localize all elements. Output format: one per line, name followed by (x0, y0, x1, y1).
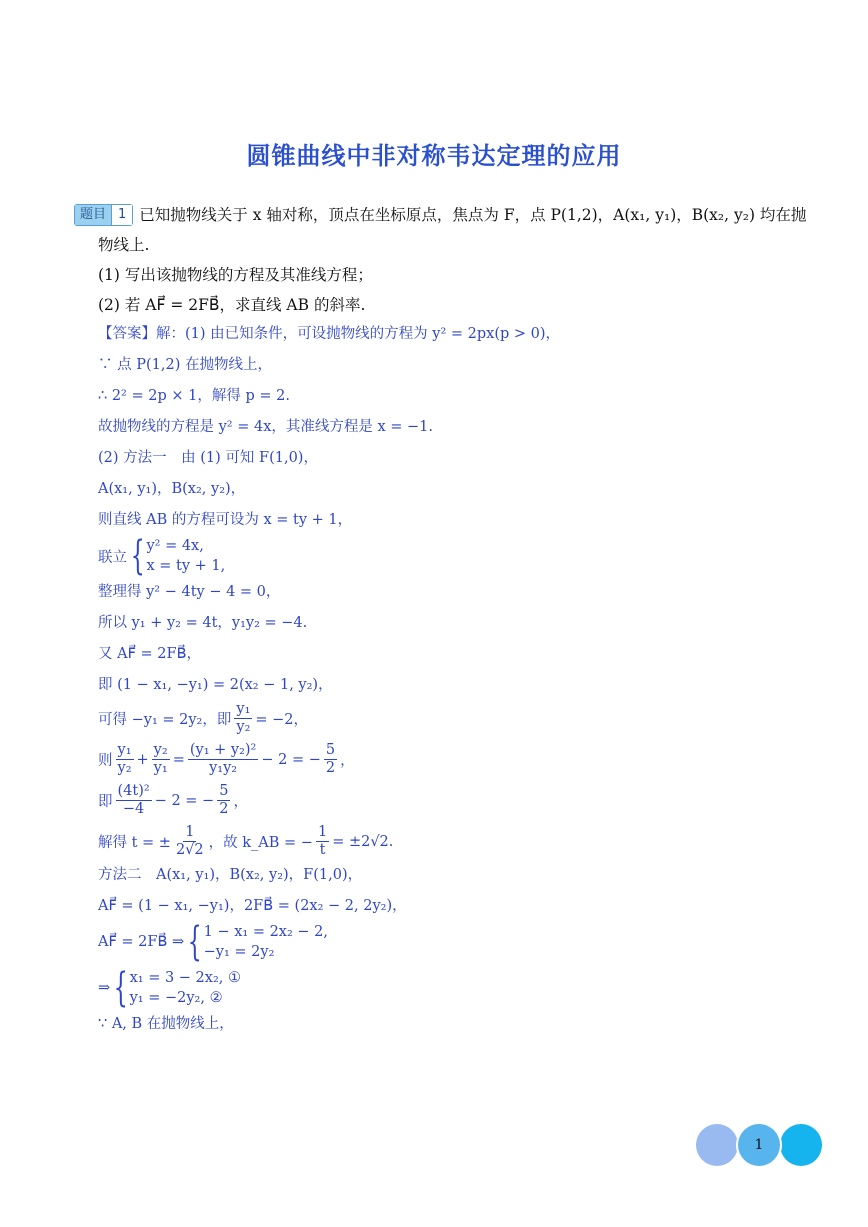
problem-stem-line1 (74, 200, 807, 230)
answer-line: 又 AF⃗ = 2FB⃗， (98, 646, 202, 662)
fraction (217, 783, 230, 818)
answer-line: A(x₁, y₁)，B(x₂, y₂)， (98, 481, 246, 497)
problem-tag (74, 204, 133, 226)
answer-line: 所以 y₁ + y₂ = 4t，y₁y₂ = −4. (98, 615, 308, 631)
answer-line: 故抛物线的方程是 y² = 4x，其准线方程是 x = −1. (98, 419, 434, 435)
answer-text: − 2 = − (261, 751, 321, 768)
answer-line: 【答案】解：(1) 由已知条件，可设抛物线的方程为 y² = 2px(p > 0)， (98, 326, 561, 342)
answer-line: (2) 方法一 由 (1) 可知 F(1,0)， (98, 450, 318, 466)
fraction-numerator: y₁ (236, 701, 251, 717)
answer-text: 联立 (98, 549, 127, 566)
problem-stem-text: 已知抛物线关于 x 轴对称，顶点在坐标原点，焦点为 F，点 P(1,2)，A(x₁, y₁)，B(x₂, y₂) 均在抛 (139, 206, 807, 224)
fraction-numerator: 1 (317, 824, 328, 840)
answer-fraction-line (98, 824, 794, 859)
answer-text: 即 (98, 794, 113, 810)
answer-system-line (98, 965, 794, 1011)
fraction (152, 742, 170, 777)
answer-fraction-line (98, 742, 794, 777)
fraction-denominator: y₂ (236, 719, 251, 735)
system-equation: y² = 4x, (146, 538, 204, 554)
answer-line: AF⃗ = (1 − x₁, −y₁)，2FB⃗ = (2x₂ − 2, 2y₂)， (98, 898, 407, 914)
answer-line: 即 (1 − x₁, −y₁) = 2(x₂ − 1, y₂)， (98, 677, 333, 693)
fraction-denominator: 2√2 (175, 842, 204, 858)
problem-block (74, 200, 807, 1034)
page-title: 圆锥曲线中非对称韦达定理的应用 (246, 142, 622, 170)
answer-system-line (98, 533, 794, 579)
answer-text: 解得 t = ± (98, 835, 171, 851)
answer-text: AF⃗ = 2FB⃗ ⇒ (98, 934, 185, 950)
fraction (324, 742, 337, 777)
equation-system (186, 919, 328, 965)
answer-fraction-line (98, 783, 794, 818)
answer-system-line (98, 919, 794, 965)
fraction-numerator: 5 (219, 783, 229, 799)
fraction-denominator: y₁ (153, 760, 168, 776)
left-brace: { (130, 533, 145, 579)
answer-text: 可得 −y₁ = 2y₂，即 (98, 712, 232, 728)
answer-text: 则 (98, 753, 113, 769)
answer-text: = (172, 751, 185, 768)
answer-text: ， (233, 794, 248, 810)
system-equation: x₁ = 3 − 2x₂, ① (129, 970, 241, 986)
equation-system (112, 965, 241, 1011)
answer-text: − 2 = − (154, 792, 215, 809)
system-equation: 1 − x₁ = 2x₂ − 2, (203, 924, 328, 940)
answer-line: ∵ A, B 在抛物线上， (98, 1016, 234, 1032)
answer-text: ， (340, 753, 355, 769)
fraction-numerator: 5 (325, 742, 336, 758)
page-number: 1 (738, 1124, 780, 1166)
fraction-denominator: 2 (325, 760, 336, 776)
answer-line: 则直线 AB 的方程可设为 x = ty + 1， (98, 512, 353, 528)
fraction-numerator: y₂ (153, 742, 168, 758)
answer-line: ∵ 点 P(1,2) 在抛物线上， (98, 357, 272, 373)
answer-fraction-line (98, 701, 794, 736)
system-equation: x = ty + 1, (146, 558, 226, 574)
answer-text: + (136, 751, 149, 768)
problem-tag-number: 1 (111, 205, 132, 225)
problem-stem-line2: 物线上. (98, 236, 150, 254)
fraction-denominator: t (319, 842, 326, 858)
answer-text: ，故 k_AB = − (208, 835, 313, 851)
answer-line: 方法二 A(x₁, y₁)，B(x₂, y₂)，F(1,0)， (98, 867, 363, 883)
answer-line: ∴ 2² = 2p × 1，解得 p = 2. (98, 388, 290, 404)
fraction-denominator: y₂ (117, 760, 132, 776)
answer-text: = −2， (255, 712, 309, 728)
fraction (116, 783, 152, 818)
fraction (234, 701, 252, 736)
page-indicator (696, 1124, 822, 1166)
answer-text: = ±2√2. (332, 833, 394, 850)
problem-part2: (2) 若 AF⃗ = 2FB⃗，求直线 AB 的斜率. (98, 296, 366, 314)
fraction-denominator: y₁y₂ (209, 760, 238, 776)
answer-block (98, 324, 794, 1034)
problem-part1: (1) 写出该抛物线的方程及其准线方程； (98, 266, 373, 284)
answer-text: ⇒ (98, 980, 111, 996)
equation-system (129, 533, 226, 579)
fraction-numerator: (y₁ + y₂)² (189, 742, 257, 758)
fraction-numerator: y₁ (117, 742, 132, 758)
fraction-numerator: 1 (185, 824, 195, 840)
answer-line: 整理得 y² − 4ty − 4 = 0， (98, 584, 281, 600)
system-equation: y₁ = −2y₂, ② (129, 990, 223, 1006)
fraction (316, 824, 329, 859)
problem-tag-label: 题目 (75, 205, 111, 225)
fraction (188, 742, 259, 777)
fraction (174, 824, 206, 859)
system-equation: −y₁ = 2y₂ (203, 944, 275, 960)
fraction-numerator: (4t)² (117, 783, 150, 799)
left-brace: { (113, 965, 128, 1011)
left-brace: { (187, 919, 202, 965)
fraction-denominator: −4 (122, 801, 145, 817)
decorative-circle (696, 1124, 738, 1166)
decorative-circle (780, 1124, 822, 1166)
fraction-denominator: 2 (219, 801, 229, 817)
fraction (116, 742, 134, 777)
